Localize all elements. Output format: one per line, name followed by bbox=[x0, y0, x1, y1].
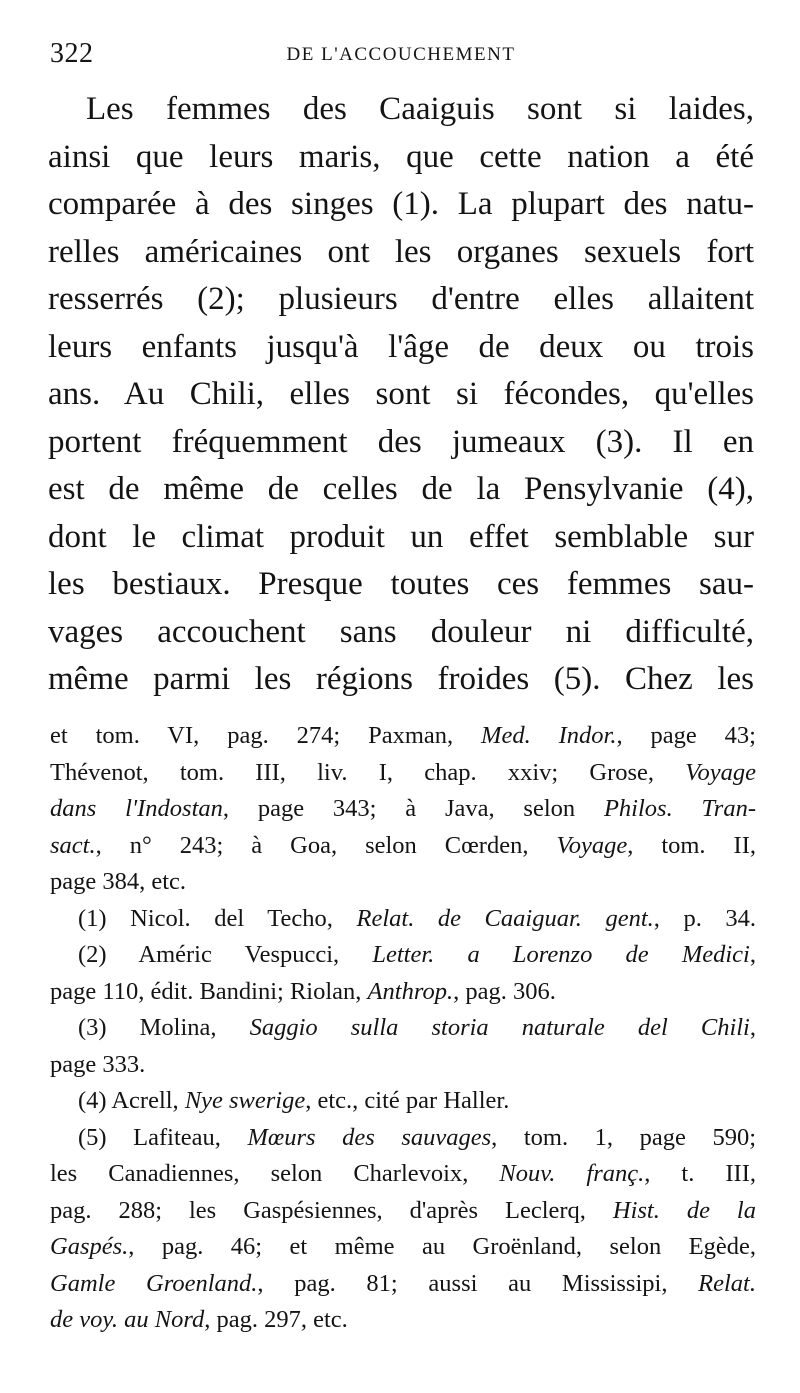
running-head: DE L'ACCOUCHEMENT bbox=[286, 44, 516, 65]
paragraph-line: ainsi que leurs maris, que cette nation a été bbox=[48, 138, 754, 175]
paragraph-line: vages accouchent sans douleur ni difficulté, bbox=[48, 613, 754, 650]
paragraph-line: est de même de celles de la Pensylvanie (4), bbox=[48, 471, 754, 507]
footnote-5-line: Gaspés., pag. 46; et même au Groënland, selon Egède, bbox=[50, 1233, 756, 1260]
footnote-1: (1) Nicol. del Techo, Relat. de Caaiguar. gent., p. 34. bbox=[78, 904, 757, 932]
footnote-5-line: pag. 288; les Gaspésiennes, d'après Leclerq, Hist. de la bbox=[50, 1196, 756, 1224]
footnotes bbox=[50, 718, 756, 1339]
paragraph-line: relles américaines ont les organes sexuels fort bbox=[48, 233, 754, 270]
footnote-5-line: les Canadiennes, selon Charlevoix, Nouv. franç., t. III, bbox=[50, 1160, 756, 1187]
footnote-2-line: page 110, édit. Bandini; Riolan, Anthrop., pag. 306. bbox=[50, 977, 556, 1005]
footnote-continuation-line: sact., n° 243; à Goa, selon Cœrden, Voyage, tom. II, bbox=[50, 831, 756, 859]
page-number: 322 bbox=[50, 38, 94, 69]
paragraph-line: les bestiaux. Presque toutes ces femmes sau- bbox=[48, 566, 754, 602]
paragraph-line: leurs enfants jusqu'à l'âge de deux ou trois bbox=[48, 328, 754, 365]
footnote-continuation-line: et tom. VI, pag. 274; Paxman, Med. Indor., page 43; bbox=[50, 722, 756, 749]
footnote-3-line: page 333. bbox=[50, 1050, 146, 1078]
footnote-5-line: de voy. au Nord, pag. 297, etc. bbox=[50, 1306, 348, 1333]
page-header bbox=[50, 38, 752, 72]
paragraph-line: portent fréquemment des jumeaux (3). Il en bbox=[48, 423, 754, 460]
paragraph-line: resserrés (2); plusieurs d'entre elles allaitent bbox=[48, 281, 754, 317]
paragraph-line: comparée à des singes (1). La plupart des natu- bbox=[48, 186, 754, 222]
footnote-2: (2) Améric Vespucci, Letter. a Lorenzo de Medici, bbox=[78, 941, 756, 968]
main-paragraph bbox=[48, 86, 754, 704]
footnote-3: (3) Molina, Saggio sulla storia naturale del Chili, bbox=[78, 1014, 756, 1041]
footnote-5-line: Gamle Groenland., pag. 81; aussi au Mississipi, Relat. bbox=[50, 1269, 756, 1297]
footnote-5: (5) Lafiteau, Mœurs des sauvages, tom. 1, page 590; bbox=[78, 1123, 756, 1151]
paragraph-line: Les femmes des Caaiguis sont si laides, bbox=[86, 91, 754, 127]
paragraph-line: dont le climat produit un effet semblable sur bbox=[48, 518, 754, 555]
paragraph-line: même parmi les régions froides (5). Chez les bbox=[48, 661, 754, 697]
footnote-continuation-line: page 384, etc. bbox=[50, 868, 187, 895]
footnote-continuation-line: Thévenot, tom. III, liv. I, chap. xxiv; Grose, Voyage bbox=[50, 758, 756, 786]
footnote-4: (4) Acrell, Nye swerige, etc., cité par Haller. bbox=[78, 1087, 510, 1114]
footnote-continuation-line: dans l'Indostan, page 343; à Java, selon Philos. Tran- bbox=[50, 795, 756, 822]
paragraph-line: ans. Au Chili, elles sont si fécondes, qu'elles bbox=[48, 376, 754, 412]
